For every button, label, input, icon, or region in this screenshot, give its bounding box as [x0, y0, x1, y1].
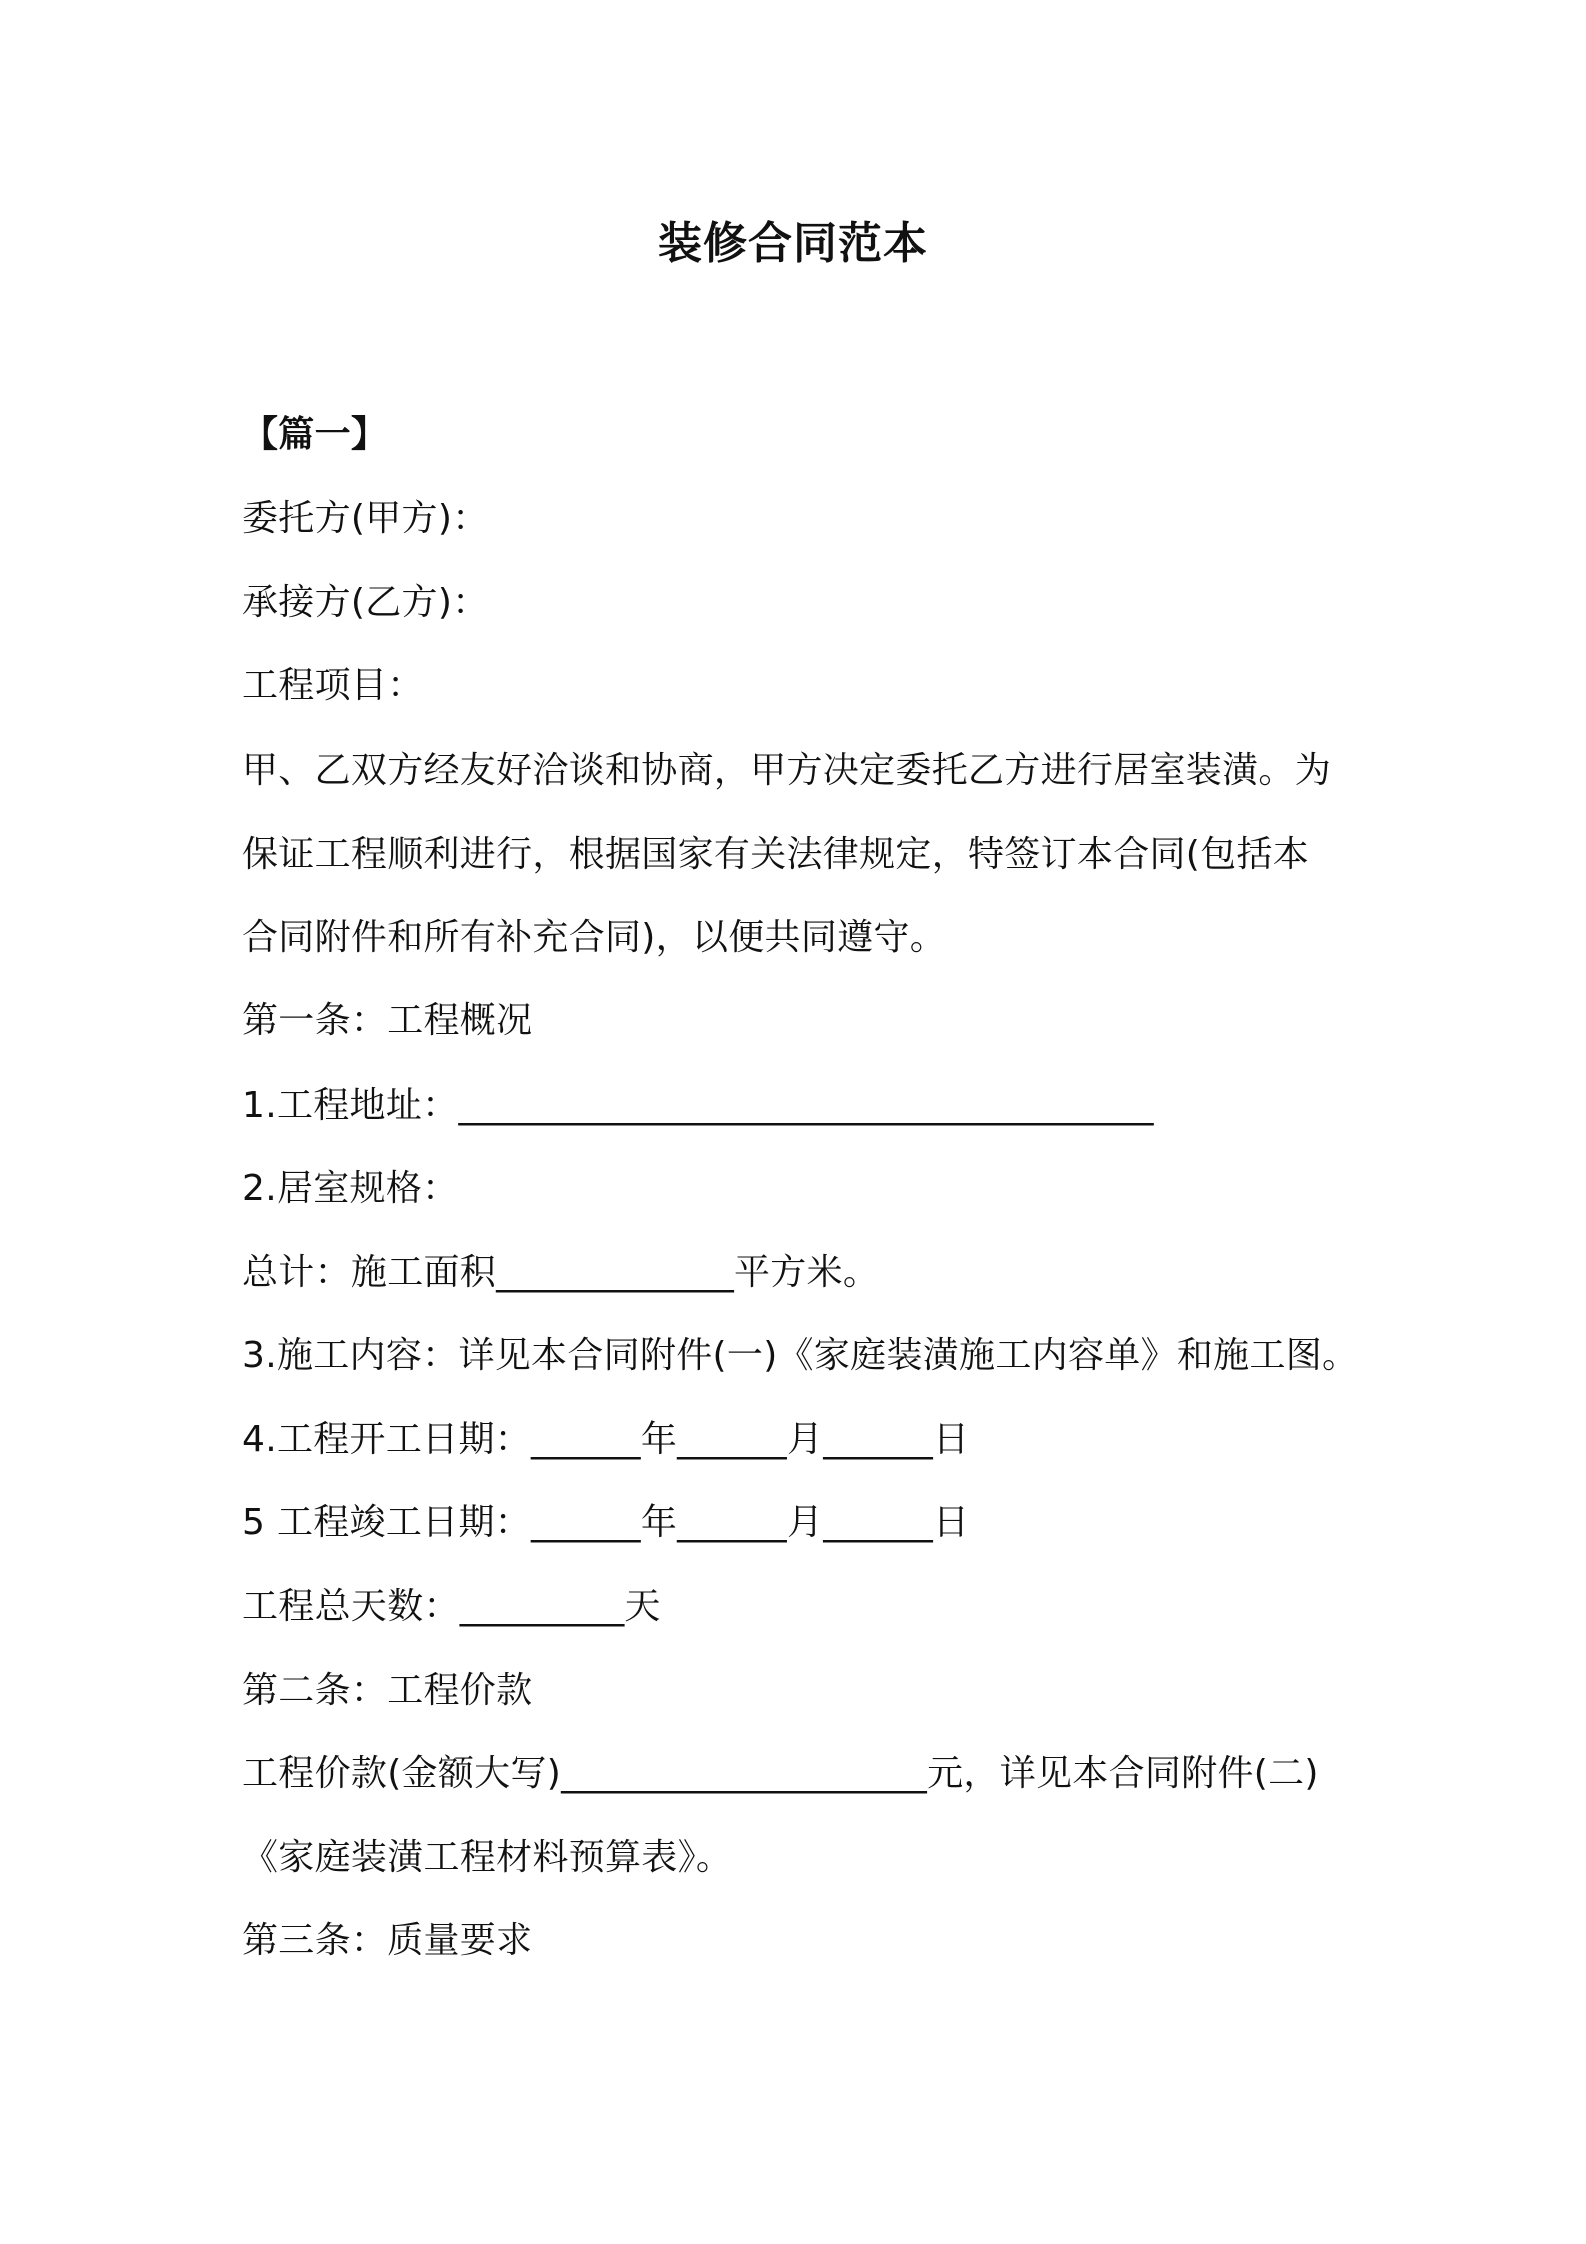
total-days-line: 工程总天数：_________天: [242, 1586, 661, 1627]
article-1-heading: 第一条：工程概况: [242, 1000, 533, 1041]
article-3-heading: 第三条：质量要求: [242, 1920, 533, 1961]
intro-paragraph-line-3: 合同附件和所有补充合同)，以便共同遵守。: [242, 917, 947, 958]
construction-content-line: 3.施工内容：详见本合同附件(一)《家庭装潢施工内容单》和施工图。: [242, 1335, 1359, 1376]
intro-paragraph-line-2: 保证工程顺利进行，根据国家有关法律规定，特签订本合同(包括本: [242, 834, 1310, 875]
intro-paragraph-line-1: 甲、乙双方经友好洽谈和协商，甲方决定委托乙方进行居室装潢。为: [242, 750, 1332, 791]
project-price-line-1: 工程价款(金额大写)____________________元，详见本合同附件(二): [242, 1753, 1319, 1794]
section-label: 【篇一】: [242, 414, 388, 455]
project-line: 工程项目：: [242, 665, 424, 706]
party-a-line: 委托方(甲方)：: [242, 498, 489, 539]
project-address-line: 1.工程地址：______________________________________: [242, 1085, 1154, 1126]
party-b-line: 承接方(乙方)：: [242, 582, 489, 623]
start-date-line: 4.工程开工日期：______年______月______日: [242, 1419, 970, 1460]
document-title: 装修合同范本: [658, 218, 928, 269]
completion-date-line: 5 工程竣工日期：______年______月______日: [242, 1502, 970, 1543]
total-area-line: 总计：施工面积_____________平方米。: [242, 1252, 880, 1293]
room-spec-line: 2.居室规格：: [242, 1168, 459, 1209]
project-price-line-2: 《家庭装潢工程材料预算表》。: [242, 1837, 733, 1878]
article-2-heading: 第二条：工程价款: [242, 1670, 533, 1711]
